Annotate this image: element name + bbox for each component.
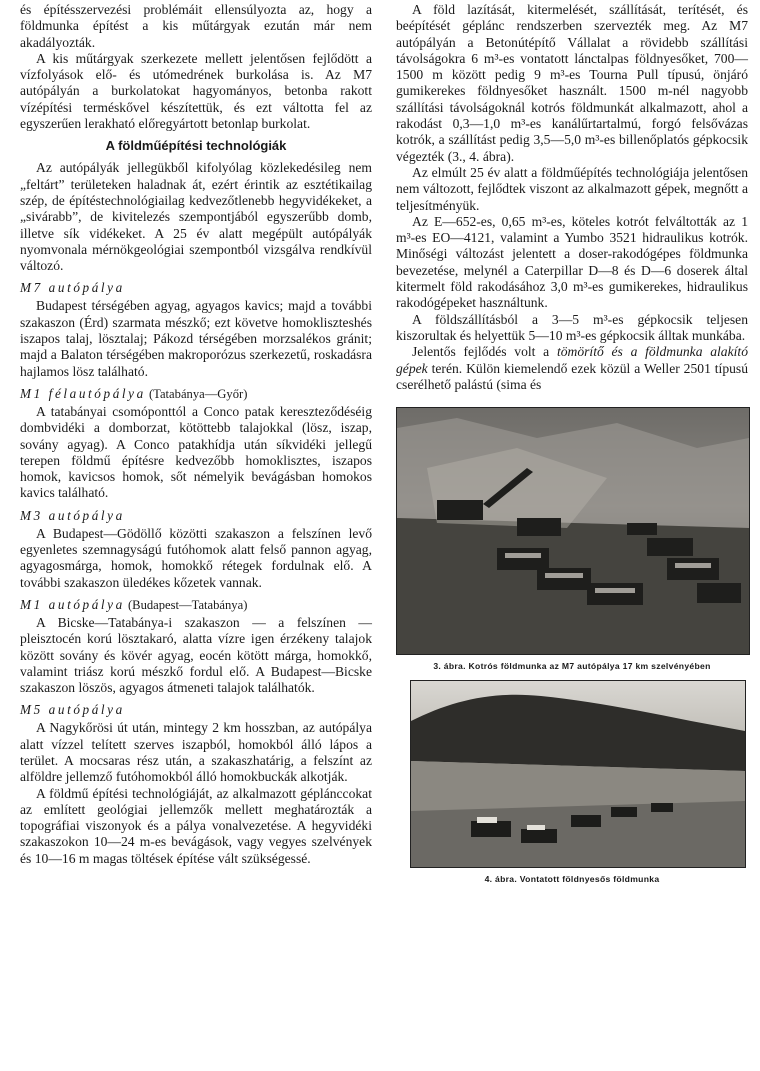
photo-towed-scrapers (410, 680, 746, 868)
subheading-extra: (Tatabánya—Győr) (145, 386, 248, 401)
paragraph: Az autópályák jellegükből kifolyólag közlekedésileg nem „feltárt” területeken haladnak át, ezért érintik az esztétikailag szép, de építéstechnológiailag kedvezőtlenebb hegyvidékeket, a „sivárabb”, de kivitelezés szempontjából egyszerűbb domb, illetve sík vidékeket. A 25 év alatt megépült autópályák nyomvonala mérnökgeológiai szempontból vizsgálva rendkívül változó. (20, 160, 372, 274)
subheading-m5 (20, 702, 372, 718)
figure-caption-3: 3. ábra. Kotrós földmunka az M7 autópálya 17 km szelvényében (433, 661, 711, 672)
subheading-m1-felautopalya (20, 386, 372, 402)
paragraph: A Budapest—Gödöllő közötti szakaszon a felszínen levő egyenletes szemnagyságú futóhomok alatt felső pannon agyag, agyagosmárga, homok, homokkő rétegek fordulnak elő. A további szakaszon üledékes kőzetek vannak. (20, 525, 372, 590)
paragraph: és építésszervezési problémáit ellensúlyozta az, hogy a földmunka építést a kis műtárgyak ezután már nem akadályozták. (20, 2, 372, 50)
text-run: terén. Külön kiemelendő ezek közül a Weller 2501 típusú cserélhető palástú (sima és (396, 360, 748, 392)
paragraph: A föld lazítását, kitermelését, szállítását, terítését, és beépítését géplánc rendszerben szervezték meg. Az M7 autópályán a Betonútépítő Vállalat a rövidebb szállítási távolságokra 6 m³-es vontatott lánctalpas földnyesőket, 700—1500 m között pedig 9 m³-es Tourna Pull típusú, önjáró gumikerekes földnyesőket használt. 1500 m-nél nagyobb szállítási távolságoknál kotrós földmunkát alkalmazott, ahol a rakodást 0,3—1,0 m³-es kanálűrtartalmú, forgó felsővázas kotrók, a szállítást pedig 3,5—5,0 m³-es billenőplatós gépkocsik végezték (3., 4. ábra). (396, 2, 748, 164)
subheading-label: M1 autópálya (20, 596, 125, 612)
subheading-m1 (20, 597, 372, 613)
section-heading: A földműépítési technológiák (105, 138, 287, 154)
subheading-label: M1 félautópálya (20, 385, 146, 401)
photo-illustration (411, 681, 745, 867)
subheading-m7 (20, 280, 372, 296)
subheading-label: M7 autópálya (20, 280, 125, 296)
paragraph: Az elmúlt 25 év alatt a földműépítés technológiája jelentősen nem változott, fejlődtek viszont az alkalmazott gépek, megnőtt a teljesítményük. (396, 164, 748, 213)
subheading-label: M3 autópálya (20, 507, 125, 523)
paragraph: A földszállításból a 3—5 m³-es gépkocsik teljesen kiszorultak és helyettük 5—10 m³-es gépkocsik álltak munkába. (396, 311, 748, 343)
left-column (20, 2, 372, 867)
paragraph: A földmű építési technológiáját, az alkalmazott géplánccokat az említett geológiai jellemzők mellett meghatározták a topográfiai viszonyok és a pálya vonalvezetése. A hegyvidéki szakaszokon 10—24 m-es bevágások, vagy vegyes szelvények és 10—16 m magas töltések építése vált szükségessé. (20, 785, 372, 866)
subheading-label: M5 autópálya (20, 702, 125, 718)
subheading-m3 (20, 508, 372, 524)
emphasis-text: tömörítő és a földmunka alakító gépek (396, 344, 748, 376)
figure-caption-4: 4. ábra. Vontatott földnyesős földmunka (484, 874, 660, 885)
right-column (396, 2, 748, 885)
paragraph: A Bicske—Tatabánya-i szakaszon — a felszínen — pleisztocén korú lösztakaró, alatta vízre igen érzékeny talajok között sovány és kövér agyag, eocén kötött márga, homokkő, valamint triász korú mészkő fordul elő. A Budapest—Bicske szakaszon löszös, agyagos átmeneti talajok találhatók. (20, 614, 372, 696)
paragraph: A kis műtárgyak szerkezete mellett jelentősen fejlődött a vízfolyások elő- és utómedrének burkolása is. Az M7 autópályán a burkolatokat hagyományos, betonba rakott vízépítési terméskővel készítettük, és ezt váltotta fel az egyszerűen lerakható előregyártott betonlap burkolat. (20, 50, 372, 132)
paragraph: Budapest térségében agyag, agyagos kavics; majd a további szakaszon (Érd) szarmata mészkő; ezt követve homokliszteshés iszapos talaj, lösztalaj; Pákozd térségében morzsalékos gránit; majd a Balaton térségében makroporózus szerkezetű, roskadásra hajlamos lösz található. (20, 298, 372, 379)
photo-illustration (397, 408, 749, 654)
paragraph: A tatabányai csomóponttól a Conco patak kereszteződéséig dombvidéki a domborzat, kötöttebb talajokkal (lösz, iszap, sovány agyag). A Conco patakhídja után síkvidéki jellegű terepen földmű építésre kedvezőbb homoklisztes, iszapos homok, kavicsos homok, sőt némelyik bevágásban homokos kavics található. (20, 403, 372, 501)
subheading-extra: (Budapest—Tatabánya) (124, 597, 248, 612)
paragraph: A Nagykőrösi út után, mintegy 2 km hosszban, az autópálya alatt vízzel telített szerves iszapból, homokból álló lápos a terület. A mocsaras rész után, a szakaszhatárig, a felszínt az alföldre jellemző futóhomokból álló homokbuckák alkotják. (20, 720, 372, 785)
photo-excavator-trucks (396, 407, 750, 655)
text-run: Jelentős fejlődés volt a (412, 344, 557, 360)
paragraph (396, 344, 748, 393)
paragraph: Az E—652-es, 0,65 m³-es, köteles kotrót felváltották az 1 m³-es EO—4121, valamint a Yumbo 3521 hidraulikus kotrók. Minőségi változást jelentett a doser-rakodógépes földmunka bevezetése, melynél a Caterpillar D—8 és D—6 doserek által kitermelt föld rakodásához 3,0 m³-es gumikerekes, hidraulikus rakodógépeket használtunk. (396, 213, 748, 311)
